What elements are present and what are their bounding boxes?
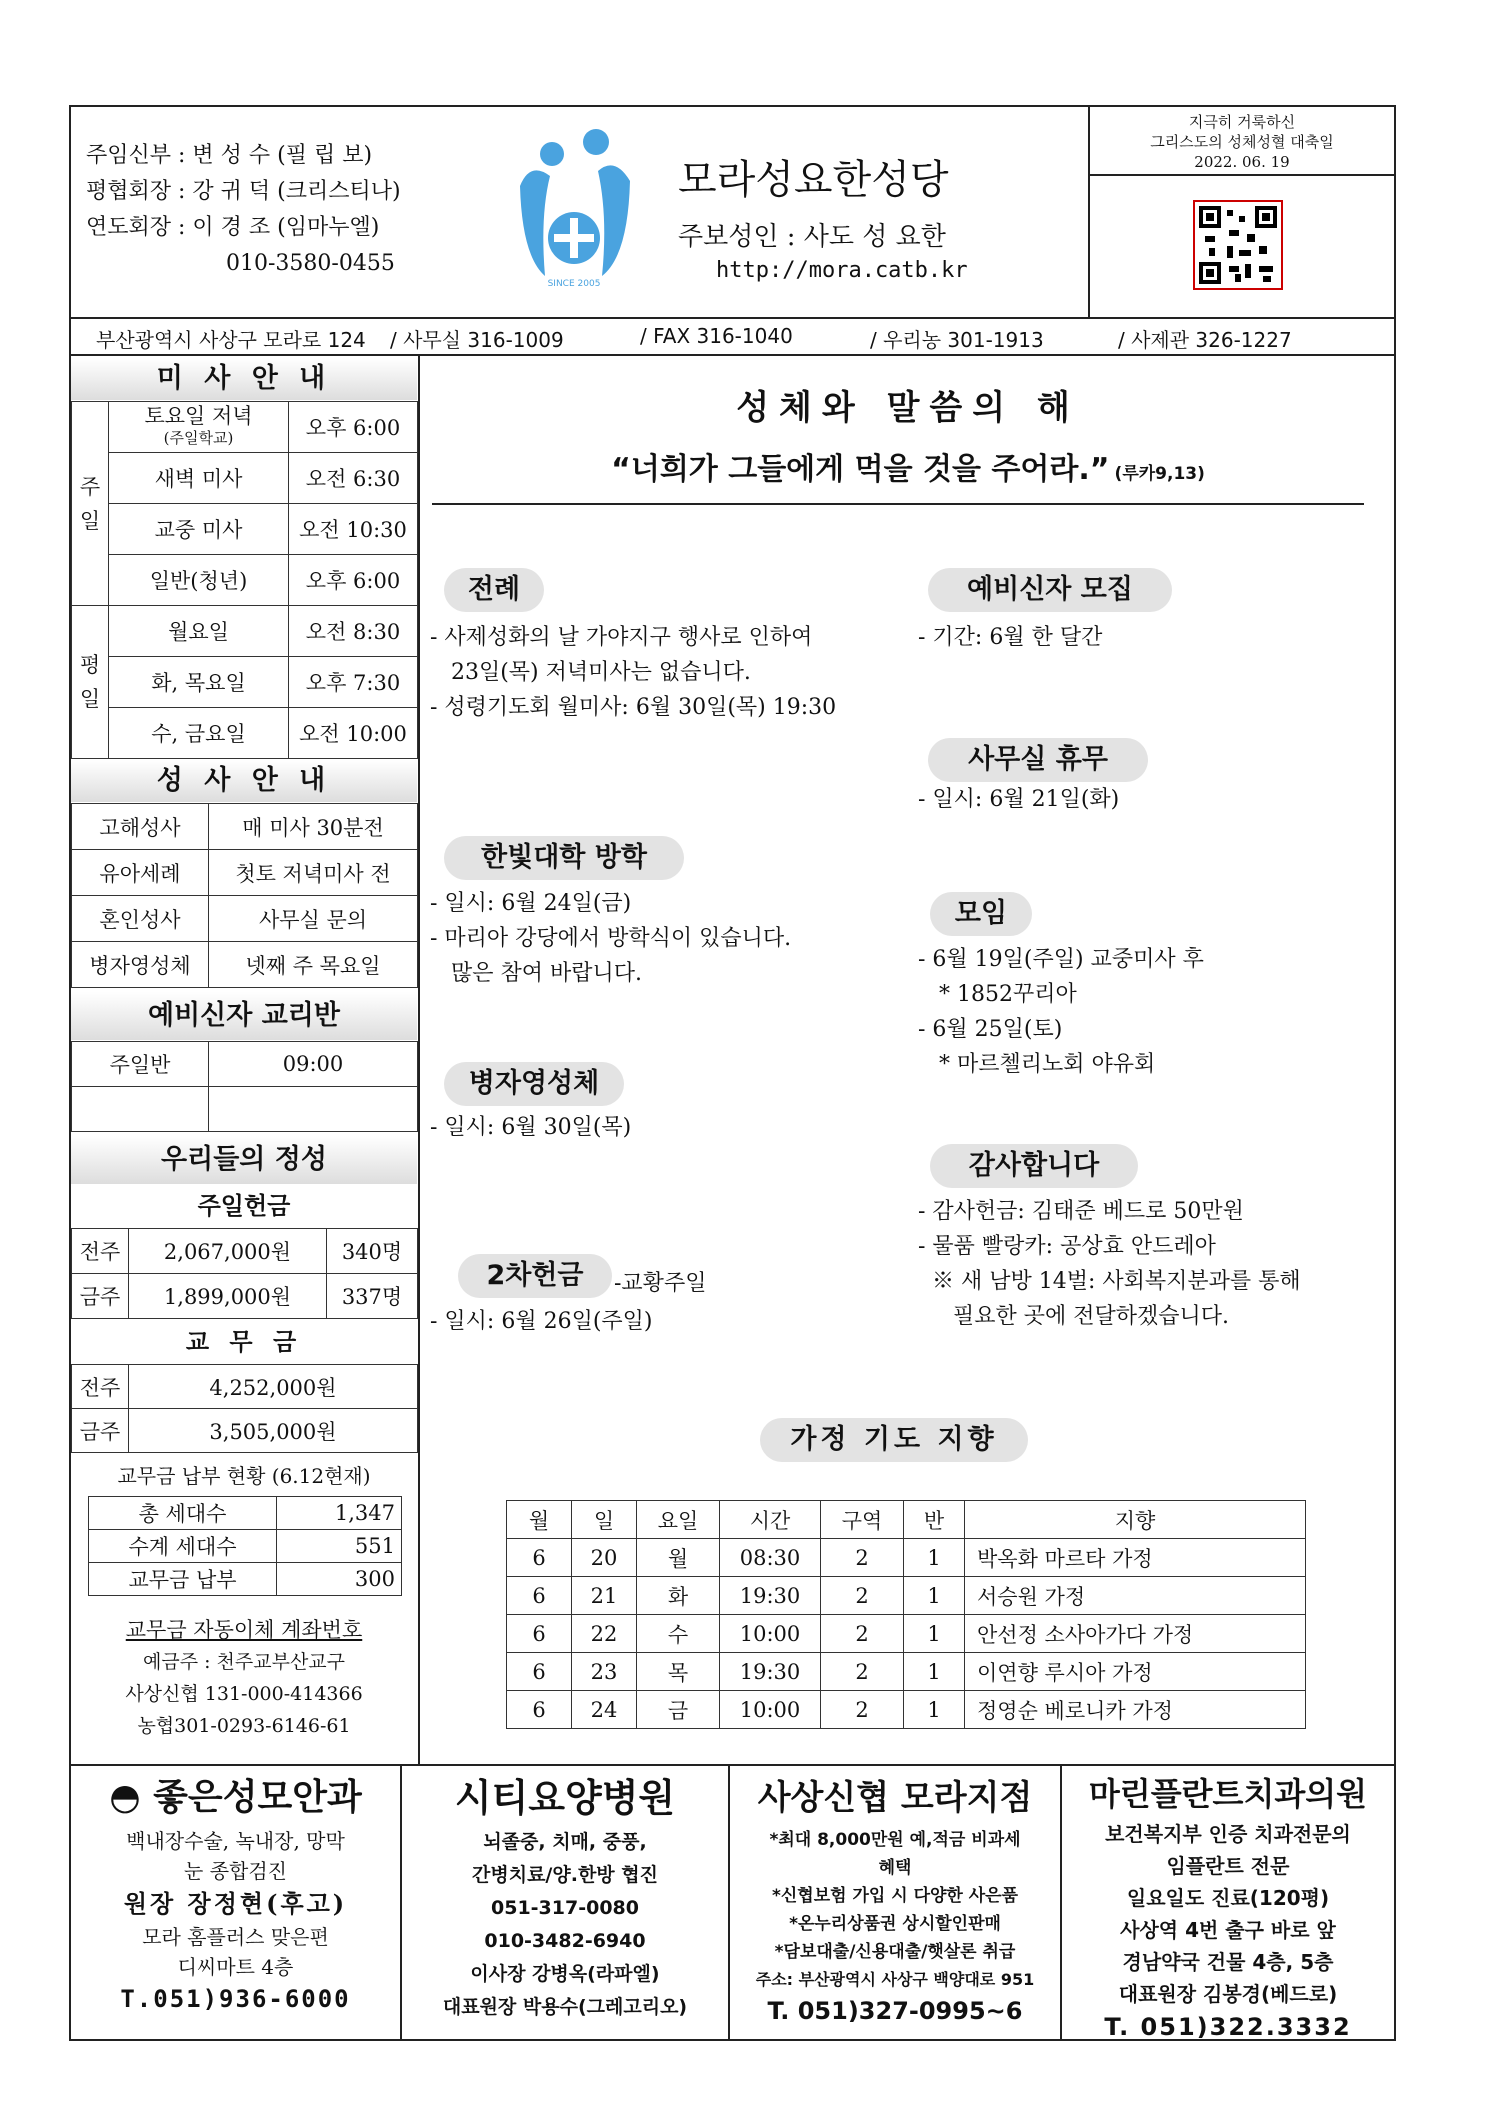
ad-line: 이사장 강병옥(라파엘) <box>470 1963 660 1985</box>
sacrament-value: 사무실 문의 <box>209 896 418 942</box>
prayer-cell: 박옥화 마르타 가정 <box>965 1539 1306 1577</box>
sacrament-value: 매 미사 30분전 <box>209 804 418 850</box>
prayer-cell: 19:30 <box>720 1577 821 1615</box>
mass-name: 교중 미사 <box>109 504 289 555</box>
prayer-cell: 24 <box>572 1691 637 1729</box>
dues-amount: 4,252,000원 <box>129 1365 418 1409</box>
prayer-header: 지향 <box>965 1501 1306 1539</box>
prayer-cell: 6 <box>507 1691 572 1729</box>
dues-table <box>71 1364 418 1453</box>
prayer-cell: 2 <box>821 1615 904 1653</box>
feast-box <box>1090 112 1394 172</box>
prayer-cell: 6 <box>507 1653 572 1691</box>
ad-line: *최대 8,000만원 예,적금 비과세 <box>769 1830 1021 1850</box>
class-time: 09:00 <box>209 1042 418 1087</box>
ad-line: *담보대출/신용대출/햇살론 취급 <box>774 1942 1016 1962</box>
prayer-header: 일 <box>572 1501 637 1539</box>
ad-credit-union <box>730 1770 1060 2028</box>
notice-line: 23일(목) 저녁미사는 없습니다. <box>430 660 751 685</box>
mass-time: 오후 6:00 <box>289 555 418 606</box>
prayer-cell: 6 <box>507 1615 572 1653</box>
ad-line: 뇌졸중, 치매, 중풍, <box>483 1831 647 1853</box>
prayer-cell: 2 <box>821 1577 904 1615</box>
notice-line: ※ 새 남방 14벌: 사회복지분과를 통해 <box>918 1269 1301 1294</box>
account-holder: 예금주 : 천주교부산교구 <box>142 1651 346 1673</box>
ad-dental-clinic <box>1062 1770 1394 2044</box>
account-title: 교무금 자동이체 계좌번호 <box>125 1618 363 1642</box>
offering-count: 337명 <box>327 1274 418 1319</box>
mass-title: 미 사 안 내 <box>71 358 417 400</box>
notice-closed-body <box>918 782 1119 817</box>
ad-line: 010-3482-6940 <box>484 1930 646 1952</box>
notice-line: - 6월 25일(토) <box>918 1017 1063 1042</box>
sacrament-name: 유아세례 <box>72 850 209 896</box>
ad-title: 마린플란트치과의원 <box>1088 1775 1368 1813</box>
prayer-cell: 월 <box>637 1539 720 1577</box>
table-row <box>507 1615 1306 1653</box>
weekday-label: 평 일 <box>72 606 109 759</box>
year-theme-title: 성체와 말씀의 해 <box>736 388 1080 428</box>
ad-line: 보건복지부 인증 치과전문의 <box>1105 1822 1351 1846</box>
prayer-cell: 2 <box>821 1653 904 1691</box>
mass-name: 일반(청년) <box>109 555 289 606</box>
notice-recruit-title: 예비신자 모집 <box>928 568 1172 612</box>
mass-time: 오후 6:00 <box>289 402 418 453</box>
week-label: 전주 <box>72 1229 129 1274</box>
status-label: 총 세대수 <box>89 1497 277 1530</box>
notice-line: 많은 참여 바랍니다. <box>430 961 642 986</box>
prayer-cell: 안선정 소사아가다 가정 <box>965 1615 1306 1653</box>
table-row <box>507 1577 1306 1615</box>
patron-saint: 주보성인 : 사도 성 요한 <box>678 222 946 252</box>
notice-sick-body <box>430 1110 631 1145</box>
prayer-header: 반 <box>904 1501 965 1539</box>
notice-liturgy-title: 전례 <box>444 568 544 612</box>
ad-line: 일요일도 진료(120평) <box>1126 1886 1330 1910</box>
notice-college-title: 한빛대학 방학 <box>444 836 684 880</box>
website-link[interactable]: http://mora.catb.kr <box>716 258 968 283</box>
prayer-cell: 이연향 루시아 가정 <box>965 1653 1306 1691</box>
theme-verse-ref: (루카9,13) <box>1114 464 1205 484</box>
catechumen-title: 예비신자 교리반 <box>71 992 417 1040</box>
notice-line: - 감사헌금: 김태준 베드로 50만원 <box>918 1199 1244 1224</box>
status-label: 수계 세대수 <box>89 1530 277 1563</box>
prayer-cell: 19:30 <box>720 1653 821 1691</box>
fax-number: / FAX 316-1040 <box>640 324 793 348</box>
notice-line: - 일시: 6월 21일(화) <box>918 787 1120 812</box>
prayer-cell: 2 <box>821 1539 904 1577</box>
status-label: 교무금 납부 <box>89 1563 277 1596</box>
sunday-offering-table <box>71 1228 418 1319</box>
notice-sick-title: 병자영성체 <box>444 1062 624 1106</box>
notice-college-body <box>430 886 791 991</box>
notice-line: - 마리아 강당에서 방학식이 있습니다. <box>430 926 792 951</box>
sacrament-name: 혼인성사 <box>72 896 209 942</box>
farm-phone: / 우리농 301-1913 <box>870 328 1044 352</box>
notice-line: - 성령기도회 월미사: 6월 30일(목) 19:30 <box>430 695 837 720</box>
ad-phone: T. 051)327-0995~6 <box>767 1997 1023 2025</box>
ad-line: *온누리상품권 상시할인판매 <box>789 1914 1001 1934</box>
dues-title: 교 무 금 <box>185 1328 303 1356</box>
table-row <box>507 1691 1306 1729</box>
prayer-table <box>506 1500 1306 1729</box>
ad-title: 사상신협 모라지점 <box>757 1778 1033 1818</box>
status-value: 300 <box>277 1563 402 1596</box>
prayer-cell: 10:00 <box>720 1691 821 1729</box>
notice-thanks-body <box>918 1194 1301 1334</box>
dues-amount: 3,505,000원 <box>129 1409 418 1453</box>
class-name <box>72 1087 209 1132</box>
church-logo <box>510 126 640 290</box>
notice-line: 필요한 곳에 전달하겠습니다. <box>918 1304 1229 1329</box>
qr-code[interactable] <box>1193 200 1283 290</box>
offering-amount: 2,067,000원 <box>129 1229 327 1274</box>
table-row <box>507 1539 1306 1577</box>
offering-count: 340명 <box>327 1229 418 1274</box>
prayer-cell: 2 <box>821 1691 904 1729</box>
notice-recruit-body <box>918 620 1102 655</box>
mass-time: 오전 10:30 <box>289 504 418 555</box>
feast-line2: 그리스도의 성체성혈 대축일 <box>1150 133 1334 151</box>
ad-line: 눈 종합검진 <box>184 1859 287 1883</box>
logo-text: SINCE 2005 <box>547 279 601 289</box>
ad-line: 임플란트 전문 <box>1166 1854 1290 1878</box>
notice-liturgy-body <box>430 620 836 725</box>
dues-status-title: 교무금 납부 현황 (6.12현재) <box>117 1464 371 1488</box>
notice-second-title: 2차헌금 <box>458 1254 612 1298</box>
ad-line: 디씨마트 4층 <box>177 1955 294 1979</box>
week-label: 전주 <box>72 1365 129 1409</box>
mass-sub: (주일학교) <box>163 429 234 447</box>
sacrament-value: 넷째 주 목요일 <box>209 942 418 988</box>
ad-line: 백내장수술, 녹내장, 망막 <box>126 1829 345 1853</box>
account-number-2: 농협301-0293-6146-61 <box>137 1715 351 1737</box>
offering-amount: 1,899,000원 <box>129 1274 327 1319</box>
prayer-cell: 21 <box>572 1577 637 1615</box>
week-label: 금주 <box>72 1409 129 1453</box>
prayer-cell: 6 <box>507 1539 572 1577</box>
mass-name: 화, 목요일 <box>109 657 289 708</box>
bulletin-date: 2022. 06. 19 <box>1194 153 1290 171</box>
rectory-phone: / 사제관 326-1227 <box>1118 328 1292 352</box>
ad-phone: T. 051)322.3332 <box>1104 2013 1352 2041</box>
mass-name: 토요일 저녁 <box>144 404 253 428</box>
notice-line: - 일시: 6월 30일(목) <box>430 1115 632 1140</box>
prayer-title: 가정 기도 지향 <box>760 1418 1028 1462</box>
church-name: 모라성요한성당 <box>678 157 949 203</box>
ad-line: 대표원장 박용수(그레고리오) <box>442 1996 688 2018</box>
notice-line: - 일시: 6월 26일(주일) <box>430 1309 653 1334</box>
prayer-cell: 화 <box>637 1577 720 1615</box>
table-row <box>507 1653 1306 1691</box>
address: 부산광역시 사상구 모라로 124 <box>96 328 366 352</box>
prayer-cell: 08:30 <box>720 1539 821 1577</box>
prayer-cell: 1 <box>904 1539 965 1577</box>
mass-table <box>71 401 418 759</box>
ad-eye-clinic <box>71 1770 400 2016</box>
sacrament-name: 고해성사 <box>72 804 209 850</box>
sunday-offering-title: 주일헌금 <box>197 1192 291 1220</box>
prayer-cell: 20 <box>572 1539 637 1577</box>
offering-title: 우리들의 정성 <box>71 1136 417 1184</box>
ad-line: 051-317-0080 <box>491 1897 639 1919</box>
ad-phone: T.051)936-6000 <box>120 1985 351 2013</box>
prayer-cell: 1 <box>904 1577 965 1615</box>
mass-name: 수, 금요일 <box>109 708 289 759</box>
eye-icon: ◓ <box>109 1777 141 1818</box>
notice-second-body <box>430 1304 653 1339</box>
office-phone: / 사무실 316-1009 <box>390 328 564 352</box>
notice-line: - 6월 19일(주일) 교중미사 후 <box>918 947 1204 972</box>
clergy-info <box>86 138 401 282</box>
prayer-cell: 서승원 가정 <box>965 1577 1306 1615</box>
region-phone: 010-3580-0455 <box>226 251 395 276</box>
ad-line: 간병치료/양.한방 협진 <box>472 1864 658 1886</box>
prayer-cell: 23 <box>572 1653 637 1691</box>
ad-nursing-hospital <box>402 1770 728 2024</box>
prayer-cell: 10:00 <box>720 1615 821 1653</box>
sacrament-table <box>71 803 418 988</box>
status-value: 551 <box>277 1530 402 1563</box>
prayer-cell: 수 <box>637 1615 720 1653</box>
ad-line: *신협보험 가입 시 다양한 사은품 <box>771 1886 1019 1906</box>
region-chair: 연도회장 : 이 경 조 (임마누엘) <box>86 215 380 240</box>
mass-time: 오전 6:30 <box>289 453 418 504</box>
catechumen-table <box>71 1041 418 1132</box>
ad-line: 혜택 <box>878 1858 912 1878</box>
notice-thanks-title: 감사합니다 <box>930 1144 1138 1188</box>
notice-meeting-body <box>918 942 1204 1082</box>
sacrament-name: 병자영성체 <box>72 942 209 988</box>
church-logo-icon <box>510 126 640 290</box>
theme-verse: “너희가 그들에게 먹을 것을 주어라.” <box>611 452 1110 487</box>
notice-line: - 기간: 6월 한 달간 <box>918 625 1103 650</box>
ad-line: 주소: 부산광역시 사상구 백양대로 951 <box>755 1970 1035 1989</box>
notice-line: * 1852꾸리아 <box>918 982 1077 1007</box>
ad-line: 모라 홈플러스 맞은편 <box>142 1925 329 1949</box>
prayer-cell: 6 <box>507 1577 572 1615</box>
sacrament-title: 성 사 안 내 <box>71 760 417 802</box>
feast-line1: 지극히 거룩하신 <box>1188 113 1296 131</box>
theme-verse-line <box>420 444 1396 488</box>
prayer-header: 월 <box>507 1501 572 1539</box>
prayer-cell: 1 <box>904 1653 965 1691</box>
prayer-cell: 1 <box>904 1691 965 1729</box>
class-time <box>209 1087 418 1132</box>
mass-name: 월요일 <box>109 606 289 657</box>
pastor: 주임신부 : 변 성 수 (필 립 보) <box>86 143 373 168</box>
prayer-header: 요일 <box>637 1501 720 1539</box>
week-label: 금주 <box>72 1274 129 1319</box>
prayer-cell: 정영순 베로니카 가정 <box>965 1691 1306 1729</box>
qr-code-icon <box>1199 206 1277 284</box>
prayer-cell: 22 <box>572 1615 637 1653</box>
notice-line: - 물품 빨랑카: 공상효 안드레아 <box>918 1234 1216 1259</box>
ad-line: 대표원장 김봉경(베드로) <box>1118 1982 1338 2006</box>
mass-time: 오전 10:00 <box>289 708 418 759</box>
notice-line: - 일시: 6월 24일(금) <box>430 891 632 916</box>
sacrament-value: 첫토 저녁미사 전 <box>209 850 418 896</box>
notice-line: - 사제성화의 날 가야지구 행사로 인하여 <box>430 625 813 650</box>
status-value: 1,347 <box>277 1497 402 1530</box>
account-number-1: 사상신협 131-000-414366 <box>125 1683 363 1705</box>
account-info <box>71 1614 417 1742</box>
ad-line: 경남약국 건물 4층, 5층 <box>1122 1950 1334 1974</box>
mass-time: 오전 8:30 <box>289 606 418 657</box>
prayer-cell: 1 <box>904 1615 965 1653</box>
ad-title: 시티요양병원 <box>454 1776 676 1820</box>
notice-closed-title: 사무실 휴무 <box>928 738 1148 782</box>
ad-line: 원장 장정현(후고) <box>123 1889 348 1918</box>
ad-title: 좋은성모안과 <box>153 1777 362 1818</box>
mass-name: 새벽 미사 <box>109 453 289 504</box>
prayer-header: 구역 <box>821 1501 904 1539</box>
notice-meeting-title: 모임 <box>930 892 1032 936</box>
prayer-cell: 목 <box>637 1653 720 1691</box>
prayer-header: 시간 <box>720 1501 821 1539</box>
class-name: 주일반 <box>72 1042 209 1087</box>
mass-time: 오후 7:30 <box>289 657 418 708</box>
dues-status-table <box>88 1496 402 1596</box>
ad-line: 사상역 4번 출구 바로 앞 <box>1120 1918 1336 1942</box>
notice-line: * 마르첼리노회 야유회 <box>918 1052 1156 1077</box>
prayer-cell: 금 <box>637 1691 720 1729</box>
sunday-label: 주 일 <box>72 402 109 606</box>
notice-second-suffix: -교황주일 <box>614 1271 707 1296</box>
council-chair: 평협회장 : 강 귀 덕 (크리스티나) <box>86 179 401 204</box>
